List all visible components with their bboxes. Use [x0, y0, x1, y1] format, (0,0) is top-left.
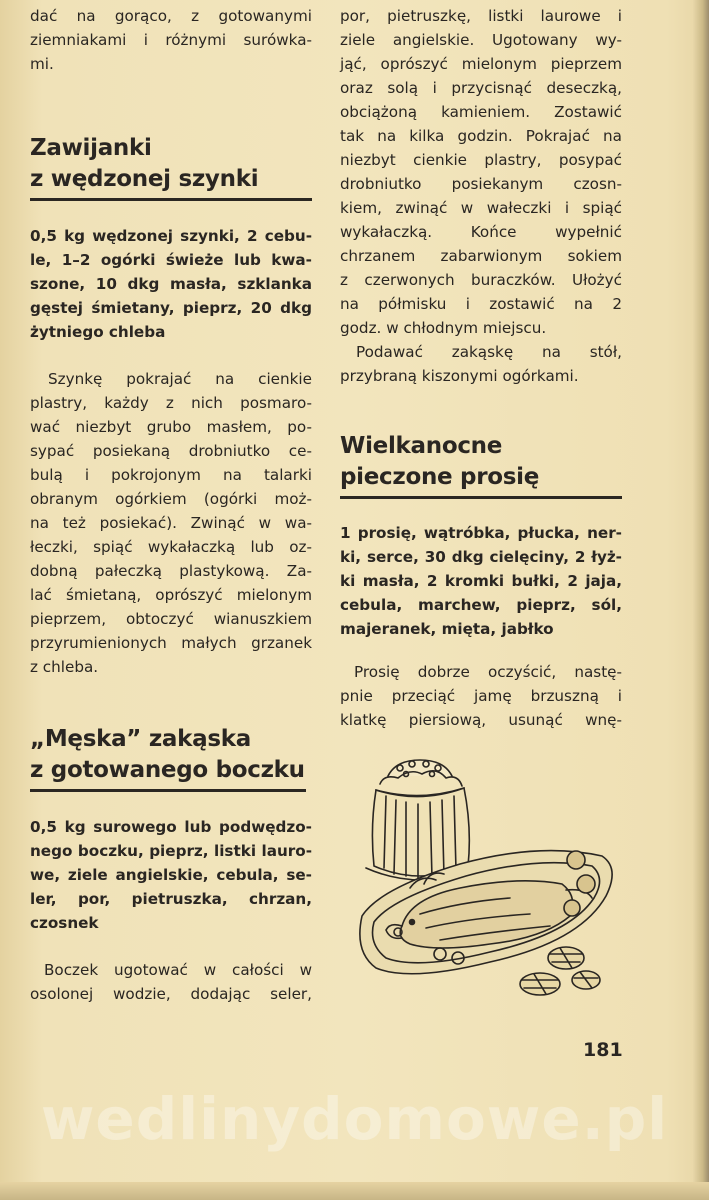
ingredients-prosie: 1 prosię, wątróbka, płucka, ner- ki, serce, 30 dkg cielęciny, 2 łyż- ki masła, 2 kromki bułki, 2 jaja, cebula, marchew, pieprz, sól, majeranek, mięta, jabłko	[340, 524, 622, 638]
recipe-title-zawijanki: Zawijanki z wędzonej szynki	[30, 135, 259, 192]
ingredients-zawijanki: 0,5 kg wędzonej szynki, 2 cebu- le, 1–2 ogórki świeże lub kwa- szone, 10 dkg masła, szklanka gęstej śmietany, pieprz, 20 dkg żytniego chleba	[30, 227, 312, 341]
body-meska-zakaska: Boczek ugotować w całości w osolonej wodzie, dodając seler,	[30, 961, 312, 1003]
intro-text: dać na gorąco, z gotowanymi ziemniakami i różnymi surówka- mi.	[30, 7, 312, 73]
easter-eggs-drawing	[520, 947, 600, 995]
page-edge-shadow	[693, 0, 709, 1200]
body-prosie: Prosię dobrze oczyścić, nastę- pnie przeciąć jamę brzuszną i klatkę piersiową, usunąć wnę-	[340, 663, 622, 729]
watermark: wedlinydomowe.pl	[40, 1085, 669, 1153]
body-zawijanki: Szynkę pokrajać na cienkie plastry, każdy z nich posmaro- wać niezbyt grubo masłem, po- sypać posiekaną drobniutko ce- bulą i pokrojonym na talarki obranym ogórkiem (ogórki moż- na też posiekać). Zwinąć w wa- łeczki, spiąć wykałaczką lub oz- dobną pałeczką plastykową. Za- lać śmietaną, oprószyć mielonym pieprzem, obtoczyć wianuszkiem przyrumienionych małych grzanek z chleba.	[30, 370, 312, 676]
page-number: 181	[583, 1039, 623, 1061]
roast-piglet-illustration	[340, 738, 620, 1010]
recipe-title-meska-zakaska: „Męska” zakąska z gotowanego boczku	[30, 726, 305, 783]
ingredients-meska-zakaska: 0,5 kg surowego lub podwędzo- nego boczku, pieprz, listki lauro- we, ziele angielskie, cebula, se- ler, por, pietruszka, chrzan, czosnek	[30, 818, 312, 932]
title-divider	[30, 789, 306, 792]
title-divider	[30, 198, 312, 201]
page-bottom-edge	[0, 1182, 709, 1200]
right-column-continued-text: por, pietruszkę, listki laurowe i ziele angielskie. Ugotowany wy- jąć, oprószyć mielonym pieprzem oraz solą i przycisnąć deseczką, obciążoną kamieniem. Zostawić tak na kilka godzin. Pokrajać na niezbyt cienkie plastry, posypać drobniutko posiekanym czosn- kiem, zwinąć w wałeczki i spiąć wykałaczką. Końce wypełnić chrzanem zabarwionym sokiem z czerwonych buraczków. Ułożyć na półmisku i zostawić na 2 godz. w chłodnym miejscu. Podawać zakąskę na stół, przybraną kiszonymi ogórkami.	[340, 7, 622, 385]
title-divider	[340, 496, 622, 499]
recipe-title-prosie: Wielkanocne pieczone prosię	[340, 433, 540, 490]
babka-cake-drawing	[366, 760, 480, 880]
